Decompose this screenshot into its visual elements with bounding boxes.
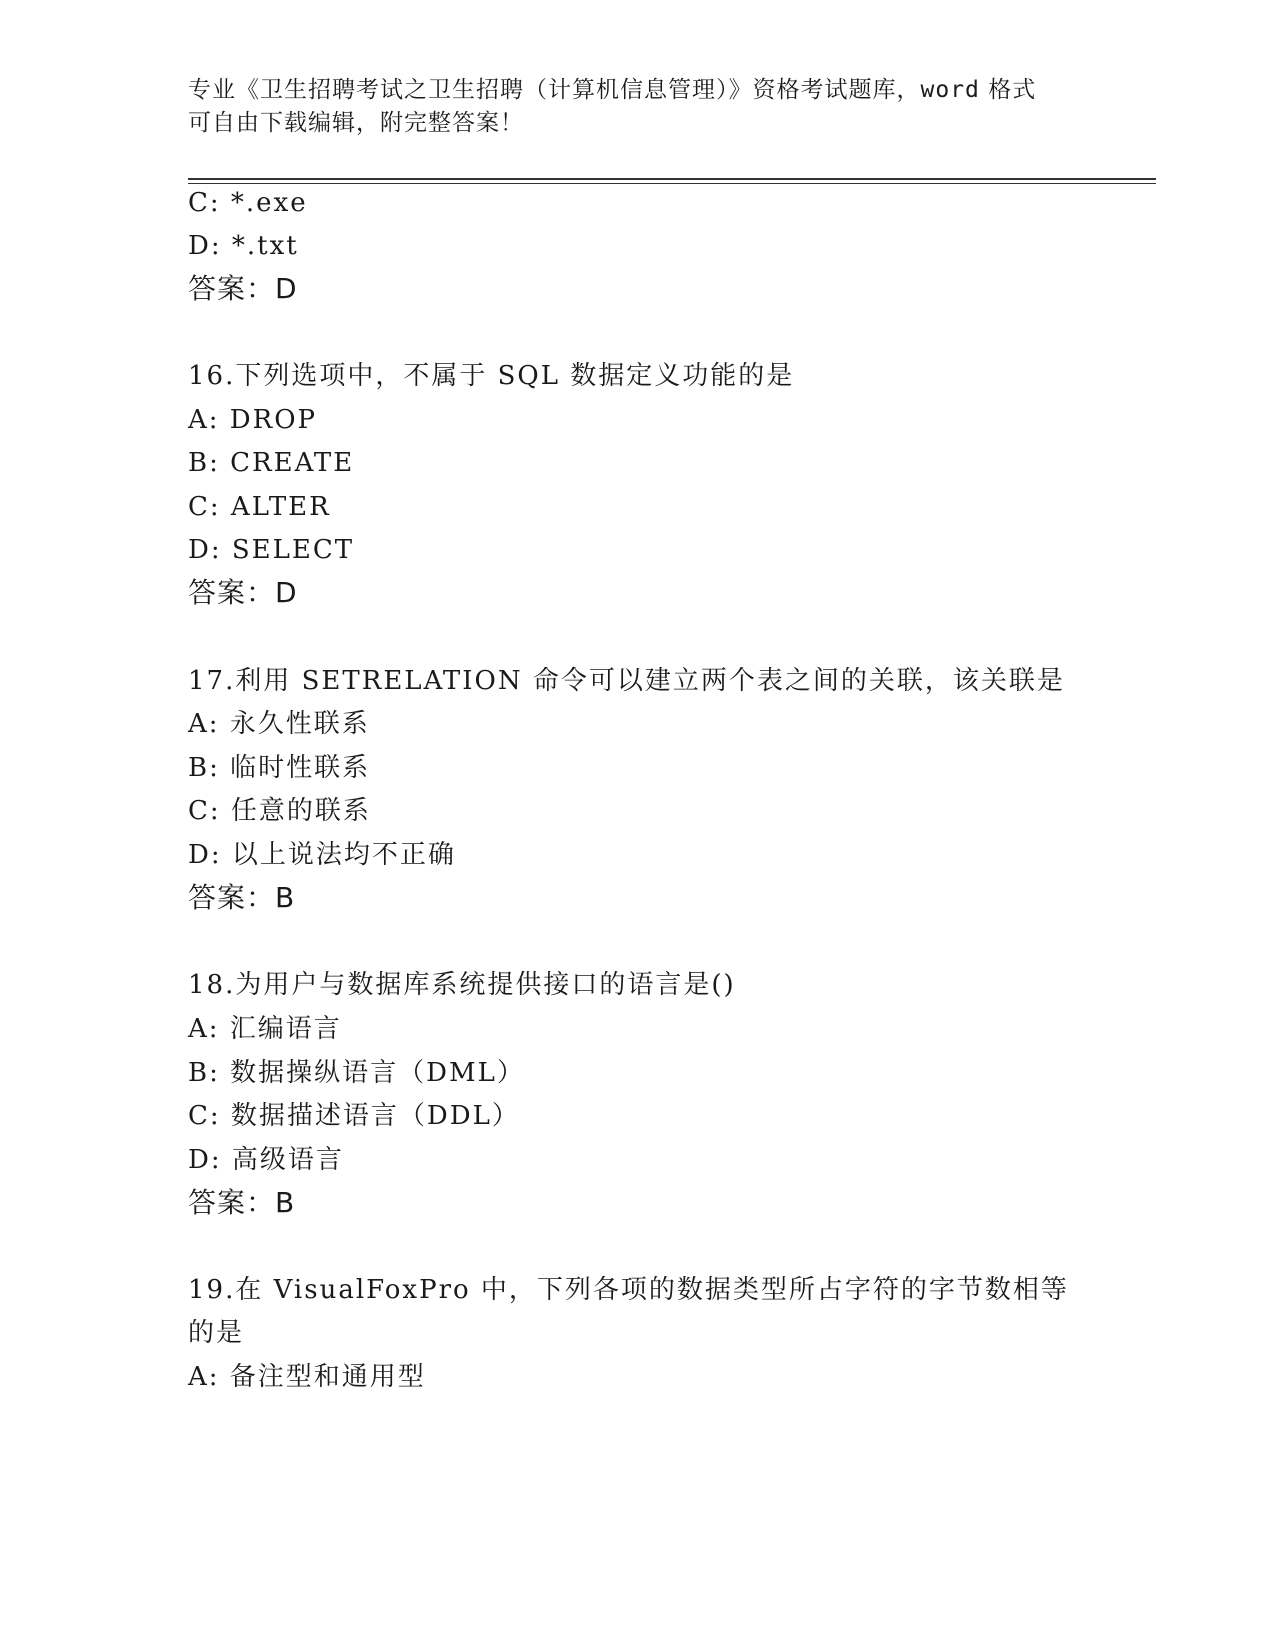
question-18-option-d: D: 高级语言 (188, 1145, 344, 1175)
option-c: C: *.exe (188, 188, 308, 218)
question-17-answer: 答案：B (188, 881, 296, 914)
question-16-option-a: A: DROP (188, 405, 318, 435)
header-line-2: 可自由下载编辑，附完整答案！ (188, 110, 524, 136)
question-18-option-a: A: 汇编语言 (188, 1014, 342, 1044)
question-18-option-b: B: 数据操纵语言（DML） (188, 1058, 525, 1088)
header-line-1 (188, 74, 1088, 107)
question-16-option-d: D: SELECT (188, 535, 355, 565)
question-16-answer: 答案：D (188, 576, 298, 609)
question-19-option-a: A: 备注型和通用型 (188, 1362, 426, 1392)
document-header (188, 74, 1088, 140)
question-19-stem-line-1: 19.在 VisualFoxPro 中，下列各项的数据类型所占字符的字节数相等 (188, 1275, 1069, 1305)
question-18-stem: 18.为用户与数据库系统提供接口的语言是() (188, 970, 736, 1000)
header-text: 专业《卫生招聘考试之卫生招聘（计算机信息管理）》资格考试题库， (188, 77, 921, 103)
answer: 答案：D (188, 272, 298, 305)
question-17-stem: 17.利用 SETRELATION 命令可以建立两个表之间的关联，该关联是 (188, 666, 1065, 696)
question-19-stem-line-2: 的是 (188, 1318, 245, 1348)
option-d: D: *.txt (188, 231, 299, 261)
header-word-text: word (920, 77, 980, 103)
question-17-option-a: A: 永久性联系 (188, 709, 370, 739)
question-17-option-d: D: 以上说法均不正确 (188, 840, 456, 870)
question-17-option-b: B: 临时性联系 (188, 753, 371, 783)
question-16-option-b: B: CREATE (188, 448, 355, 478)
header-text-suffix: 格式 (979, 77, 1037, 103)
header-divider-thick (188, 178, 1156, 180)
header-divider-thin (188, 183, 1156, 184)
question-16-option-c: C: ALTER (188, 492, 331, 522)
question-17-option-c: C: 任意的联系 (188, 796, 371, 826)
question-16-stem: 16.下列选项中，不属于 SQL 数据定义功能的是 (188, 361, 795, 391)
question-18-answer: 答案：B (188, 1186, 296, 1219)
question-18-option-c: C: 数据描述语言（DDL） (188, 1101, 520, 1131)
